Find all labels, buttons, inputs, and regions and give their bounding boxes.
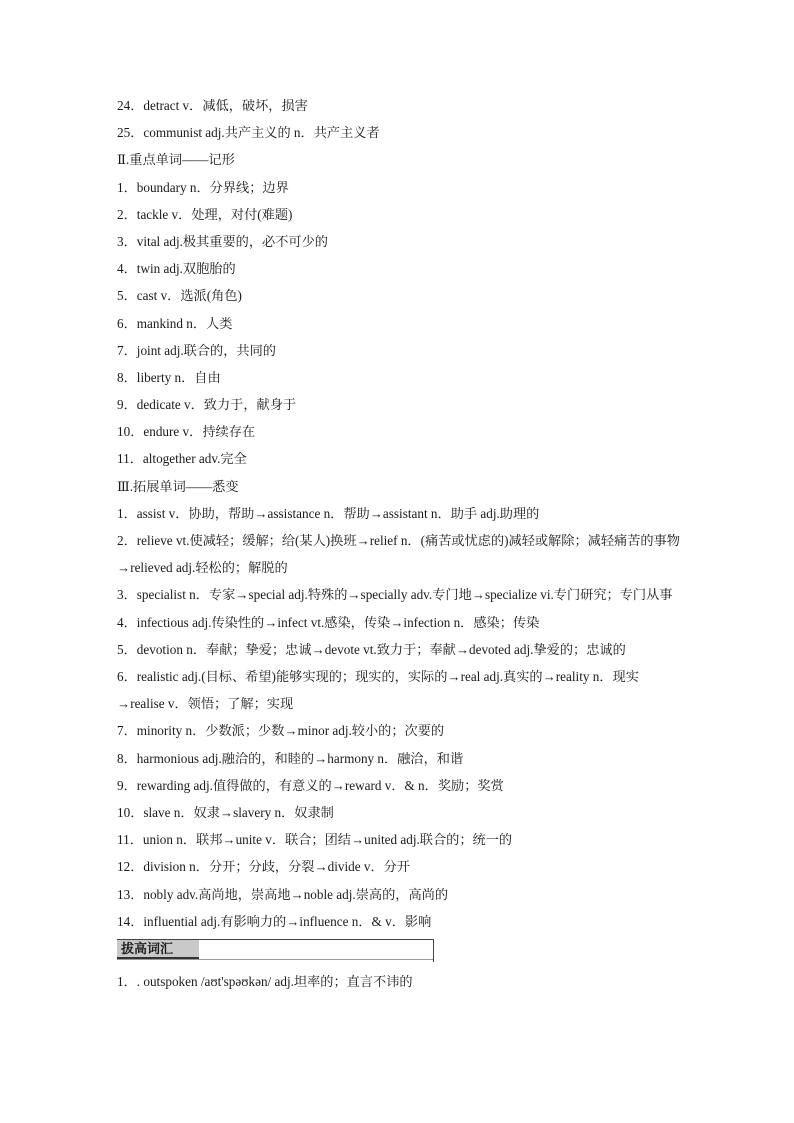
- vocab-line: 1．assist v．协助，帮助→assistance n．帮助→assistant n．助手 adj.助理的: [117, 505, 540, 521]
- document-page: [117, 92, 682, 995]
- vocab-line: 10．endure v．持续存在: [117, 424, 256, 440]
- vocab-line: 9．rewarding adj.值得做的，有意义的→reward v．& n．奖励；奖赏: [117, 777, 504, 793]
- vocab-line-advanced-1: 1．. outspoken /aʊt'spəʊkən/ adj.坦率的；直言不讳的: [117, 973, 413, 989]
- vocab-list-top: [117, 92, 682, 527]
- vocab-line: 11．altogether adv.完全: [117, 451, 247, 467]
- vocab-line: 10．slave n．奴隶→slavery n．奴隶制: [117, 804, 334, 820]
- vocab-line: Ⅲ.拓展单词——悉变: [117, 478, 239, 494]
- vocab-line: 6．realistic adj.(目标、希望)能够实现的；现实的，实际的→real adj.真实的→reality n．现实→realise v．领悟；了解；实现: [117, 668, 639, 712]
- vocab-line: 7．minority n．少数派；少数→minor adj.较小的；次要的: [117, 723, 445, 739]
- vocab-list-wrapped: [117, 527, 682, 609]
- vocab-line: 3．vital adj.极其重要的，必不可少的: [117, 233, 328, 249]
- vocab-line: 5．cast v．选派(角色): [117, 288, 242, 304]
- vocab-line: 9．dedicate v．致力于，献身于: [117, 397, 297, 413]
- vocab-line: 7．joint adj.联合的，共同的: [117, 342, 276, 358]
- vocab-line: 24．detract v．减低，破坏，损害: [117, 98, 308, 113]
- vocab-line: 1．boundary n．分界线；边界: [117, 179, 289, 195]
- vocab-line: 11．union n．联邦→unite v．联合；团结→united adj.联合的；统一的: [117, 832, 513, 848]
- vocab-line: 14．influential adj.有影响力的→influence n．& v．影响: [117, 913, 432, 929]
- vocab-line: Ⅱ.重点单词——记形: [117, 152, 235, 168]
- section-band-title: 拔高词汇: [117, 940, 199, 959]
- vocab-line: 8．liberty n．自由: [117, 369, 221, 385]
- vocab-line: 8．harmonious adj.融洽的，和睦的→harmony n．融洽，和谐: [117, 750, 464, 766]
- vocab-line: 5．devotion n．奉献；挚爱；忠诚→devote vt.致力于；奉献→devoted adj.挚爱的；忠诚的: [117, 641, 626, 657]
- vocab-line: 3．specialist n．专家→special adj.特殊的→specially adv.专门地→specialize vi.专门研究；专门从事: [117, 587, 673, 603]
- vocab-line: 4．infectious adj.传染性的→infect vt.感染，传染→infection n．感染；传染: [117, 614, 540, 630]
- vocab-line: 12．division n．分开；分歧，分裂→divide v．分开: [117, 859, 411, 875]
- vocab-list-wrapped-2: [117, 663, 682, 717]
- section-band: [117, 939, 434, 962]
- vocab-line: 13．nobly adv.高尚地，崇高地→noble adj.崇高的，高尚的: [117, 886, 449, 902]
- vocab-line: 6．mankind n．人类: [117, 315, 233, 331]
- vocab-list-middle: [117, 609, 682, 663]
- vocab-list-bottom: [117, 717, 682, 935]
- vocab-line: 25．communist adj.共产主义的 n．共产主义者: [117, 125, 380, 141]
- vocab-line: 2．relieve vt.使减轻；缓解；给(某人)换班→relief n．(痛苦或忧虑的)减轻或解除；减轻痛苦的事物→relieved adj.轻松的；解脱的: [117, 533, 680, 576]
- vocab-line: 2．tackle v．处理，对付(难题): [117, 206, 293, 222]
- section-band-rule: [117, 959, 433, 960]
- vocab-line: 4．twin adj.双胞胎的: [117, 261, 236, 277]
